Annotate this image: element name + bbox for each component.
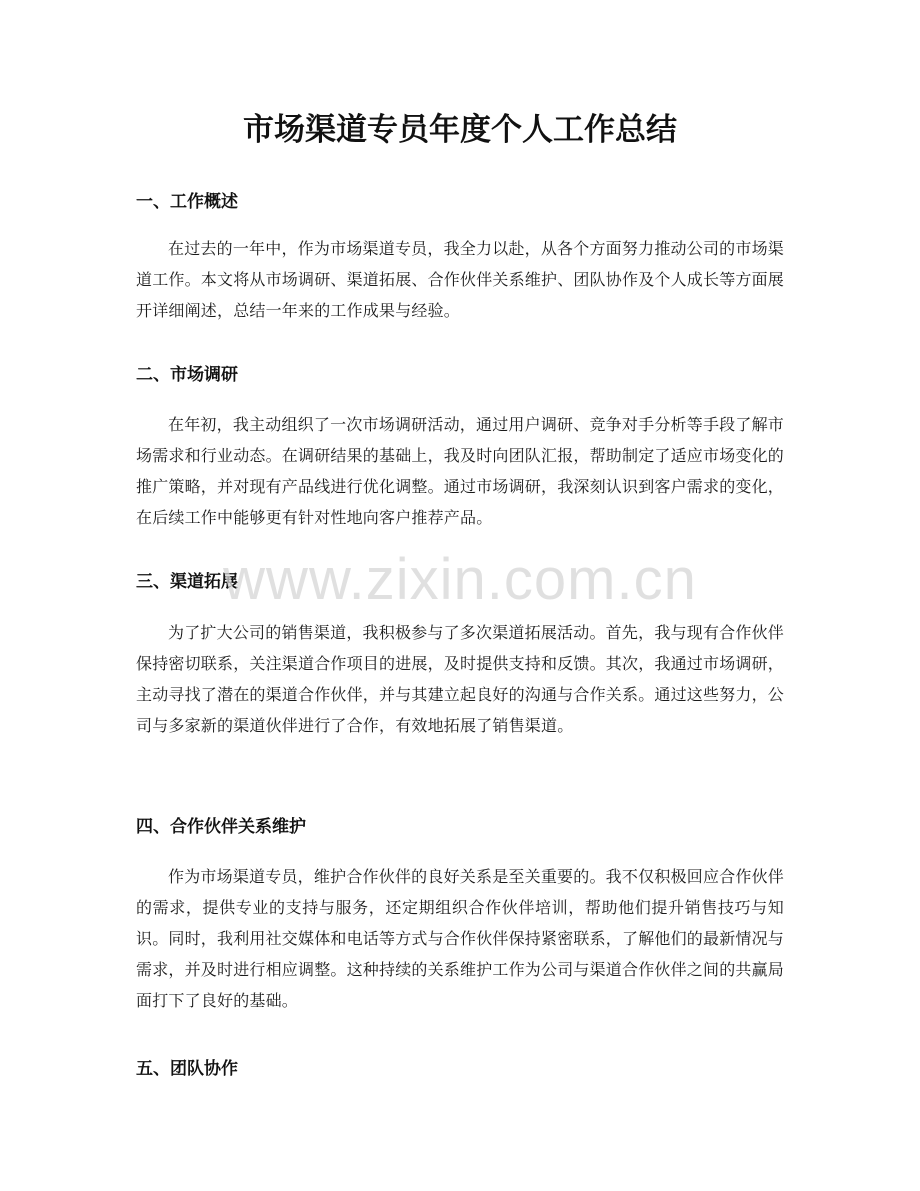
section-heading-channel-expansion: 三、渠道拓展 <box>136 572 238 592</box>
watermark: www.zixin.com.cn <box>223 547 697 612</box>
section-heading-partner-relations: 四、合作伙伴关系维护 <box>136 817 306 837</box>
section-paragraph-partner-relations: 作为市场渠道专员，维护合作伙伴的良好关系是至关重要的。我不仅积极回应合作伙伴的需求，提供专业的支持与服务，还定期组织合作伙伴培训，帮助他们提升销售技巧与知识。同时，我利用社交媒体和电话等方式与合作伙伴保持紧密联系，了解他们的最新情况与需求，并及时进行相应调整。这种持续的关系维护工作为公司与渠道合作伙伴之间的共赢局面打下了良好的基础。 <box>136 867 785 1010</box>
section-heading-teamwork: 五、团队协作 <box>136 1059 238 1079</box>
document-title: 市场渠道专员年度个人工作总结 <box>243 112 677 148</box>
section-heading-market-research: 二、市场调研 <box>136 365 238 385</box>
section-paragraph-channel-expansion: 为了扩大公司的销售渠道，我积极参与了多次渠道拓展活动。首先，我与现有合作伙伴保持密切联系，关注渠道合作项目的进展，及时提供支持和反馈。其次，我通过市场调研，主动寻找了潜在的渠道合作伙伴，并与其建立起良好的沟通与合作关系。通过这些努力，公司与多家新的渠道伙伴进行了合作，有效地拓展了销售渠道。 <box>136 623 785 735</box>
section-paragraph-overview: 在过去的一年中，作为市场渠道专员，我全力以赴，从各个方面努力推动公司的市场渠道工作。本文将从市场调研、渠道拓展、合作伙伴关系维护、团队协作及个人成长等方面展开详细阐述，总结一年来的工作成果与经验。 <box>136 239 785 320</box>
section-paragraph-market-research: 在年初，我主动组织了一次市场调研活动，通过用户调研、竞争对手分析等手段了解市场需求和行业动态。在调研结果的基础上，我及时向团队汇报，帮助制定了适应市场变化的推广策略，并对现有产品线进行优化调整。通过市场调研，我深刻认识到客户需求的变化，在后续工作中能够更有针对性地向客户推荐产品。 <box>136 415 785 527</box>
section-heading-overview: 一、工作概述 <box>136 192 238 212</box>
